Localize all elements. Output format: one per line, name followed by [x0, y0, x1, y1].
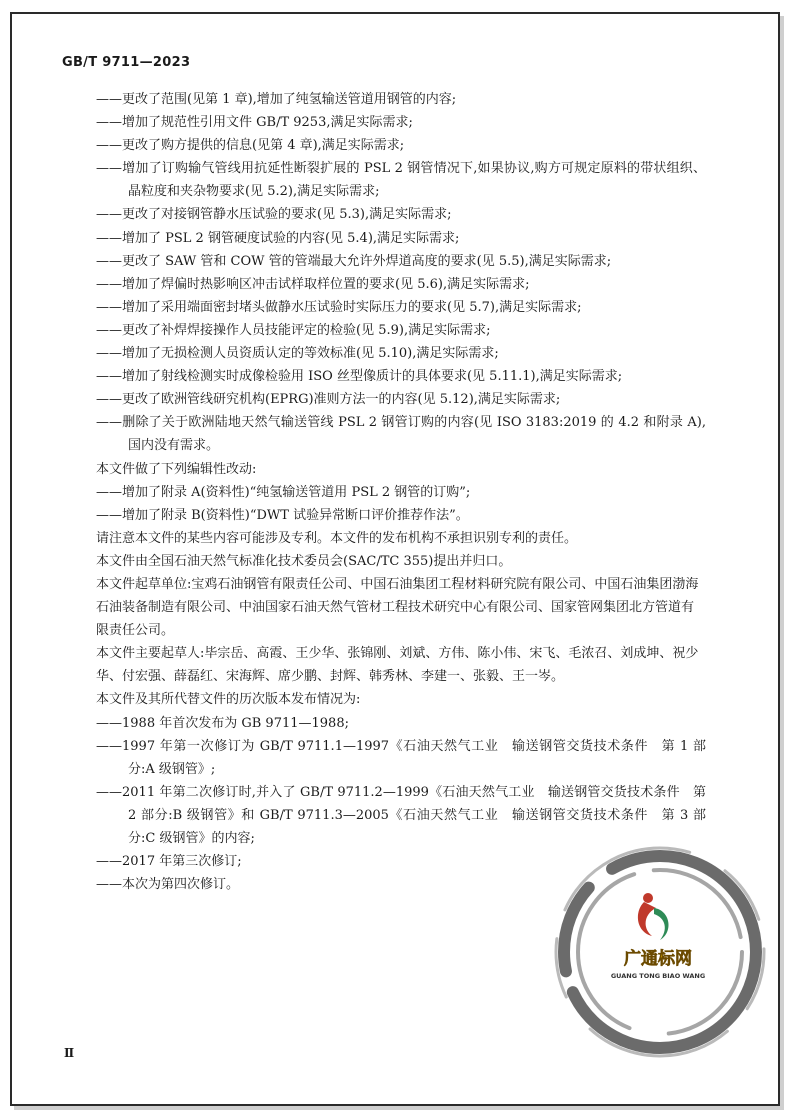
standard-code: GB/T 9711—2023: [62, 55, 191, 70]
change-item: ——增加了 PSL 2 钢管硬度试验的内容(见 5.4),满足实际需求;: [96, 230, 460, 246]
change-item: ——增加了订购输气管线用抗延性断裂扩展的 PSL 2 钢管情况下,如果协议,购方可规定原料的带状组织、晶粒度和夹杂物要求(见 5.2),满足实际需求;: [96, 161, 706, 200]
editorial-change-item: ——增加了附录 A(资料性)“纯氢输送管道用 PSL 2 钢管的订购”;: [96, 484, 471, 500]
change-item: ——更改了购方提供的信息(见第 4 章),满足实际需求;: [96, 138, 405, 154]
history-item: ——2017 年第三次修订;: [96, 854, 242, 870]
editorial-change-item: ——增加了附录 B(资料性)“DWT 试验异常断口评价推荐作法”。: [96, 507, 469, 523]
editorial-intro: 本文件做了下列编辑性改动:: [96, 461, 257, 477]
history-item: ——1997 年第一次修订为 GB/T 9711.1—1997《石油天然气工业 输送钢管交货技术条件 第 1 部分:A 级钢管》;: [96, 738, 706, 777]
change-item: ——更改了 SAW 管和 COW 管的管端最大允许外焊道高度的要求(见 5.5),满足实际需求;: [96, 253, 612, 269]
change-item: ——增加了采用端面密封堵头做静水压试验时实际压力的要求(见 5.7),满足实际需求;: [96, 299, 582, 315]
proposed-by: 本文件由全国石油天然气标准化技术委员会(SAC/TC 355)提出并归口。: [96, 553, 512, 569]
change-item: ——增加了焊偏时热影响区冲击试样取样位置的要求(见 5.6),满足实际需求;: [96, 276, 530, 292]
history-item: ——2011 年第二次修订时,并入了 GB/T 9711.2—1999《石油天然气工业 输送钢管交货技术条件 第 2 部分:B 级钢管》和 GB/T 9711.3—2005《石油天然气工业 输送钢管交货技术条件 第 3 部分:C 级钢管》的内容;: [96, 784, 706, 846]
watermark-en: GUANG TONG BIAO WANG: [610, 972, 706, 980]
history-item: ——1988 年首次发布为 GB 9711—1988;: [96, 715, 349, 731]
drafting-units: 本文件起草单位:宝鸡石油钢管有限责任公司、中国石油集团工程材料研究院有限公司、中国石油集团渤海石油装备制造有限公司、中油国家石油天然气管材工程技术研究中心有限公司、国家管网集团北方管道有限责任公司。: [96, 576, 699, 639]
change-item: ——增加了规范性引用文件 GB/T 9253,满足实际需求;: [96, 115, 413, 131]
watermark-logo: [548, 840, 772, 1064]
drafters: 本文件主要起草人:毕宗岳、高霞、王少华、张锦刚、刘斌、方伟、陈小伟、宋飞、毛浓召、刘成坤、祝少华、付宏强、薛磊红、宋海辉、席少鹏、封辉、韩秀林、李建一、张毅、王一岑。: [96, 646, 699, 685]
watermark-cn: 广通标网: [624, 949, 692, 969]
patent-note: 请注意本文件的某些内容可能涉及专利。本文件的发布机构不承担识别专利的责任。: [96, 530, 578, 546]
change-item: ——删除了关于欧洲陆地天然气输送管线 PSL 2 钢管订购的内容(见 ISO 3183:2019 的 4.2 和附录 A),国内没有需求。: [96, 415, 706, 454]
change-item: ——更改了对接钢管静水压试验的要求(见 5.3),满足实际需求;: [96, 207, 452, 223]
change-item: ——更改了范围(见第 1 章),增加了纯氢输送管道用钢管的内容;: [96, 92, 457, 107]
history-item: ——本次为第四次修订。: [96, 877, 240, 893]
page-content: [96, 88, 706, 896]
history-intro: 本文件及其所代替文件的历次版本发布情况为:: [96, 692, 361, 708]
change-item: ——更改了欧洲管线研究机构(EPRG)准则方法一的内容(见 5.12),满足实际需求;: [96, 392, 561, 408]
change-item: ——增加了射线检测实时成像检验用 ISO 丝型像质计的具体要求(见 5.11.1),满足实际需求;: [96, 369, 623, 385]
change-item: ——更改了补焊焊接操作人员技能评定的检验(见 5.9),满足实际需求;: [96, 322, 491, 338]
brand-emblem-icon: [638, 893, 669, 940]
change-item: ——增加了无损检测人员资质认定的等效标准(见 5.10),满足实际需求;: [96, 346, 499, 362]
page-number: Ⅱ: [64, 1046, 75, 1060]
